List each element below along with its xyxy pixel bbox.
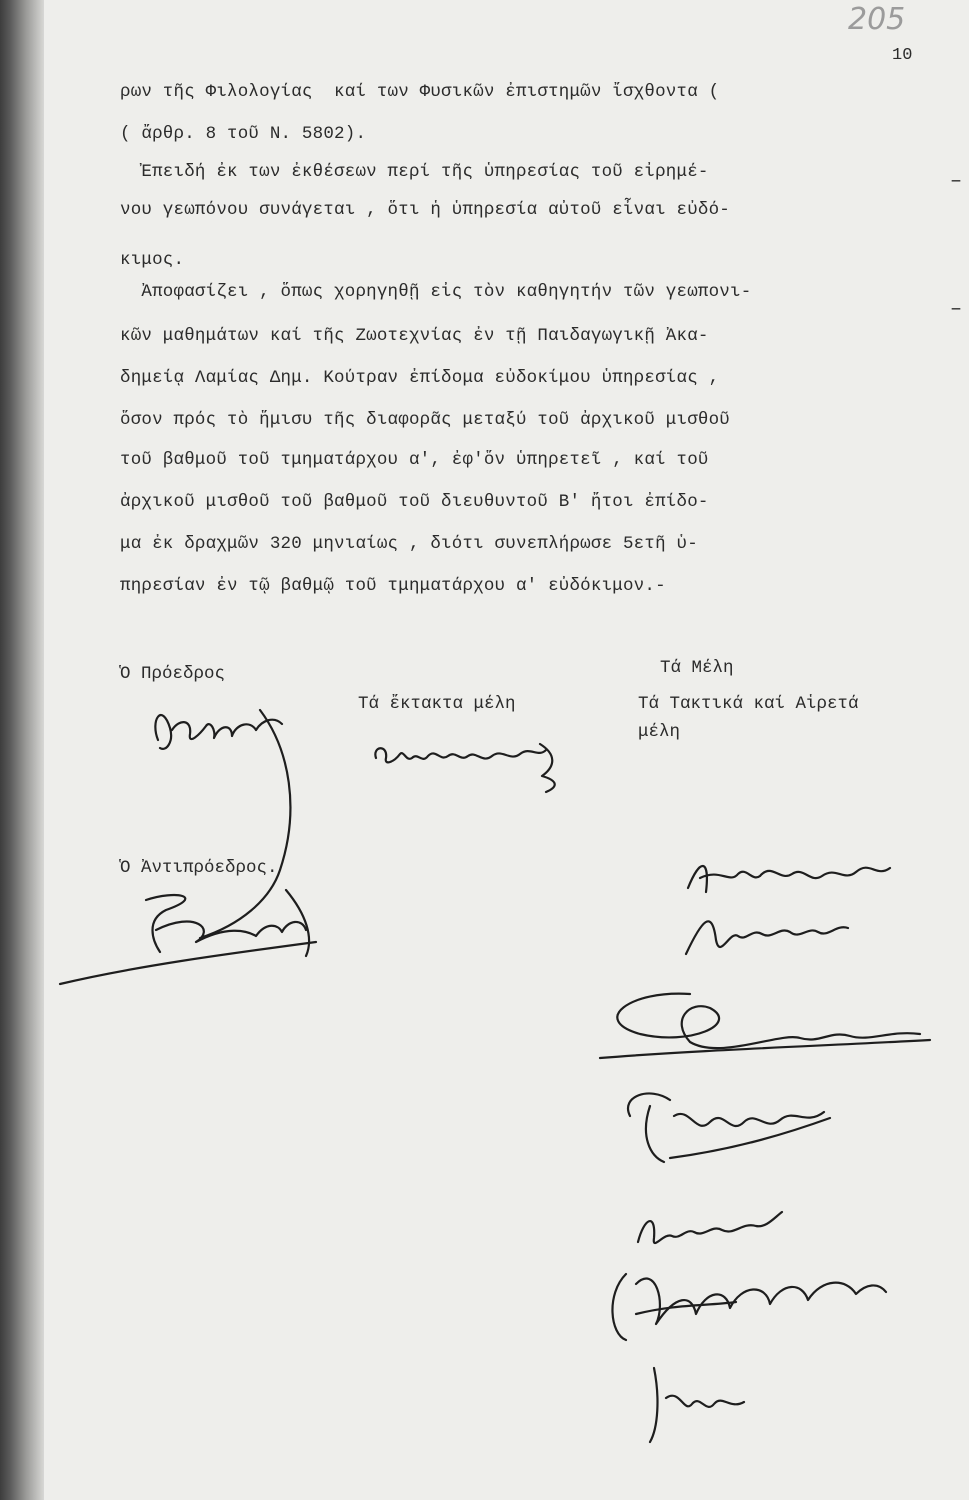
extraordinary-member-signature: [370, 736, 570, 796]
body-line-1: ρων τῆς Φιλολογίας καί των Φυσικῶν ἐπιστημῶν ἴσχθοντα (: [120, 82, 720, 102]
president-label: Ὁ Πρόεδρος: [120, 664, 226, 684]
margin-mark: –: [950, 298, 963, 321]
member-signature-1: [680, 848, 920, 908]
body-line-12: μα ἐκ δραχμῶν 320 μηνιαίως , διότι συνεπλήρωσε 5ετῆ ὑ-: [120, 534, 698, 554]
handwritten-page-number: 205: [848, 2, 906, 37]
body-line-6: Ἀποφασίζει , ὅπως χορηγηθῇ εἰς τὸν καθηγητήν τῶν γεωπονι-: [120, 282, 752, 302]
vice-president-label: Ὁ Ἀντιπρόεδρος.: [120, 858, 278, 878]
member-signature-2: [672, 900, 872, 970]
body-line-3: Ἐπειδή ἐκ των ἐκθέσεων περί τῆς ὑπηρεσίας τοῦ εἰρημέ-: [120, 162, 709, 182]
body-line-11: ἀρχικοῦ μισθοῦ τοῦ βαθμοῦ τοῦ διευθυντοῦ Β' ἤτοι ἐπίδο-: [120, 492, 709, 512]
member-signature-6: [596, 1244, 896, 1354]
regular-members-label-cont: μέλη: [638, 722, 681, 742]
members-label: Τά Μέλη: [660, 658, 734, 678]
body-line-4: νου γεωπόνου συνάγεται , ὅτι ἡ ὑπηρεσία αὐτοῦ εἶναι εὐδό-: [120, 200, 730, 220]
body-line-8: δημείᾳ Λαμίας Δημ. Κούτραν ἐπίδομα εὐδοκίμου ὑπηρεσίας ,: [120, 368, 720, 388]
member-signature-4: [610, 1076, 850, 1166]
body-line-13: πηρεσίαν ἐν τῷ βαθμῷ τοῦ τμηματάρχου α' εὐδόκιμον.-: [120, 576, 666, 596]
body-line-5: κιμος.: [120, 250, 185, 270]
regular-members-label: Τά Τακτικά καί Αἱρετά: [638, 694, 859, 714]
member-signature-7: [640, 1358, 760, 1448]
body-line-7: κῶν μαθημάτων καί τῆς Ζωοτεχνίας ἐν τῇ Παιδαγωγικῇ Ἀκα-: [120, 326, 709, 346]
body-line-10: τοῦ βαθμοῦ τοῦ τμηματάρχου α', ἐφ'ὅν ὑπηρετεῖ , καί τοῦ: [120, 450, 709, 470]
body-line-2: ( ἄρθρ. 8 τοῦ Ν. 5802).: [120, 124, 367, 144]
margin-mark: –: [950, 170, 963, 193]
body-line-9: ὅσον πρός τὸ ἥμισυ τῆς διαφορᾶς μεταξύ τοῦ ἀρχικοῦ μισθοῦ: [120, 410, 730, 430]
page-number: 10: [892, 46, 913, 65]
extraordinary-members-label: Τά ἔκτακτα μέλη: [358, 694, 516, 714]
member-signature-3: [580, 980, 940, 1070]
vice-president-signature: [56, 870, 346, 990]
book-spine-shadow: [0, 0, 44, 1500]
